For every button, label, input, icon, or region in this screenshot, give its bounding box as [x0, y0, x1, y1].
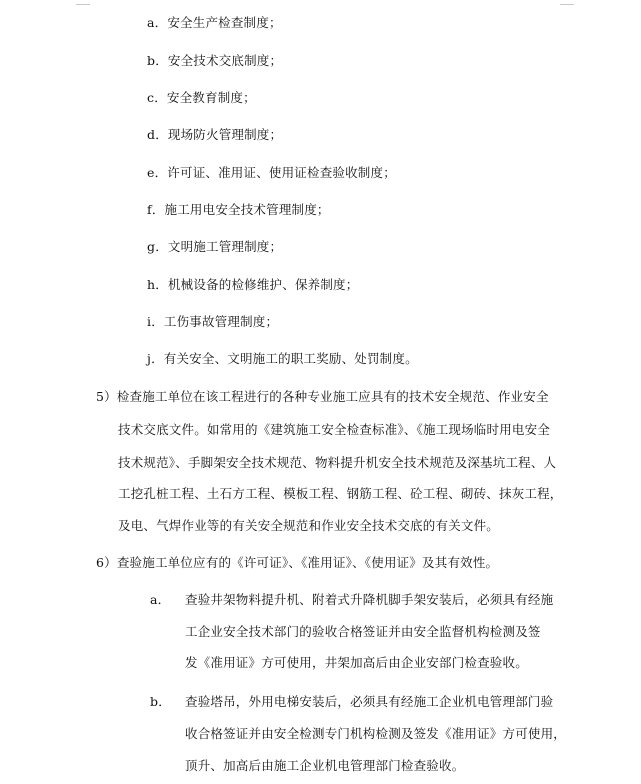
list-item: d．现场防火管理制度； — [147, 127, 283, 142]
list-item: b．安全技术交底制度； — [147, 53, 283, 68]
list-item: i．工伤事故管理制度； — [147, 314, 279, 329]
paragraph-line: 及电、气焊作业等的有关安全规范和作业安全技术交底的有关文件。 — [118, 518, 500, 533]
paragraph-line: 6）查验施工单位应有的《许可证》、《准用证》、《使用证》及其有效性。 — [96, 555, 499, 570]
sub-item-line: 查验塔吊，外用电梯安装后，必须具有经施工企业机电管理部门验 — [185, 694, 554, 709]
sub-item-label: a． — [150, 592, 171, 607]
paragraph-line: 技术交底文件。如常用的《建筑施工安全检查标准》、《施工现场临时用电安全 — [118, 422, 551, 437]
sub-item-line: 顶升、加高后由施工企业机电管理部门检查验收。 — [185, 758, 465, 773]
paragraph-line: 工挖孔桩工程、土石方工程、模板工程、钢筋工程、砼工程、砌砖、抹灰工程， — [118, 486, 563, 501]
page-corner-mark-right — [560, 0, 574, 5]
sub-item-line: 查验井架物料提升机、附着式升降机脚手架安装后，必须具有经施 — [185, 592, 554, 607]
list-item: g．文明施工管理制度； — [147, 239, 283, 254]
sub-item-line: 工企业安全技术部门的验收合格签证并由安全监督机构检测及签 — [185, 624, 541, 639]
list-item: j．有关安全、文明施工的职工奖励、处罚制度。 — [147, 351, 418, 366]
page-corner-mark-left — [76, 0, 90, 5]
list-item: h．机械设备的检修维护、保养制度； — [147, 277, 359, 292]
list-item: c．安全教育制度； — [147, 90, 256, 105]
sub-item-line: 收合格签证并由安全检测专门机构检测及签发《准用证》方可使用， — [185, 726, 567, 741]
paragraph-line: 技术规范》、手脚架安全技术规范、物料提升机安全技术规范及深基坑工程、人 — [118, 455, 557, 470]
list-item: e．许可证、准用证、使用证检查验收制度； — [147, 165, 396, 180]
sub-item-label: b． — [150, 694, 171, 709]
sub-item-line: 发《准用证》方可使用，井架加高后由企业安部门检查验收。 — [185, 655, 528, 670]
list-item: f．施工用电安全技术管理制度； — [147, 202, 330, 217]
paragraph-line: 5）检查施工单位在该工程进行的各种专业施工应具有的技术安全规范、作业安全 — [96, 389, 549, 404]
list-item: a．安全生产检查制度； — [147, 15, 282, 30]
